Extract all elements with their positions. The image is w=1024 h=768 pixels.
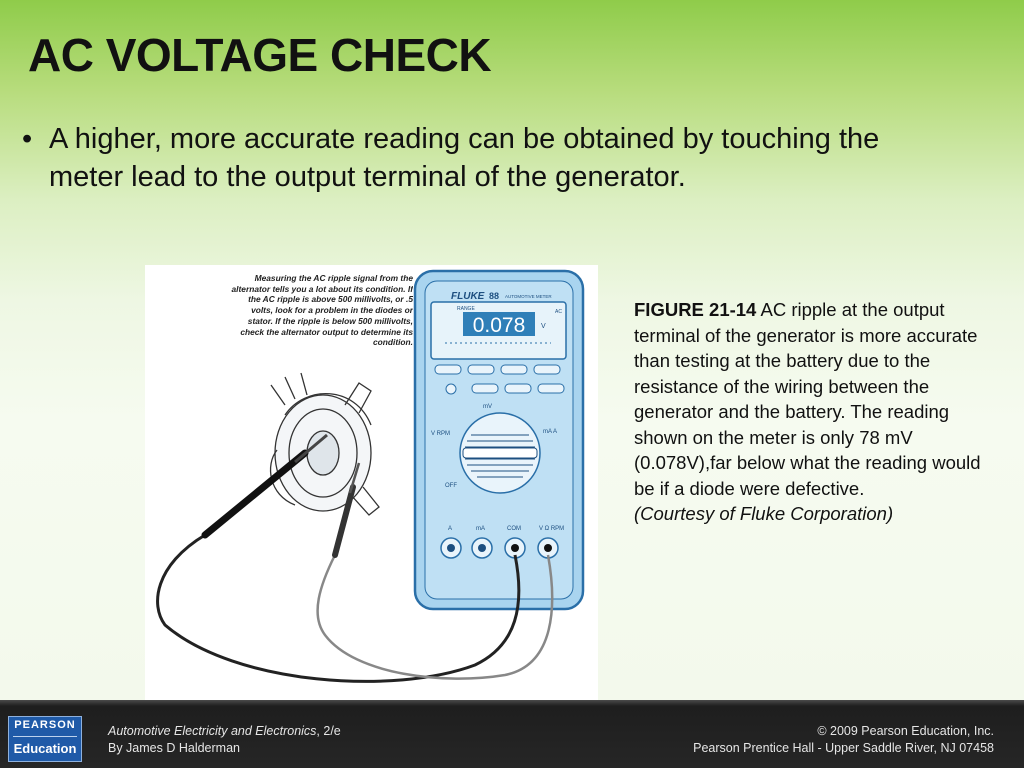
copyright-text: © 2009 Pearson Education, Inc.	[817, 724, 994, 738]
book-author: By James D Halderman	[108, 741, 240, 755]
jack-label-v: V Ω RPM	[539, 526, 565, 532]
bullet-marker: •	[22, 123, 33, 155]
bullet-point	[22, 120, 882, 196]
jack-label-a: A	[448, 526, 453, 532]
inset-note: Measuring the AC ripple signal from the alternator tells you a lot about its condition. If the AC ripple is above 500 millivolts, or .5 volts, look for a problem in the diodes or stator. If the ripple is below 500 millivolts, check the alternator output to determine its condition.	[231, 273, 413, 348]
slide-title: AC VOLTAGE CHECK	[28, 29, 492, 81]
publisher-text: Pearson Prentice Hall - Upper Saddle River, NJ 07458	[693, 741, 994, 755]
dial-label-rpm: V RPM	[431, 431, 451, 437]
bullet-text: A higher, more accurate reading can be obtained by touching the meter lead to the output terminal of the generator.	[49, 123, 880, 193]
multimeter	[415, 271, 583, 609]
footer-copyright	[693, 723, 994, 757]
logo-top-text: PEARSON	[14, 719, 76, 731]
dial-label-mv: mV	[483, 404, 492, 410]
figure-caption	[634, 297, 1006, 527]
generator-illustration	[271, 373, 379, 515]
meter-unit: V	[541, 323, 546, 330]
range-label: RANGE	[457, 306, 475, 312]
courtesy-line: (Courtesy of Fluke Corporation)	[634, 503, 894, 524]
meter-reading: 0.078	[472, 314, 526, 337]
figure-image	[145, 265, 598, 701]
logo-bottom-text: Education	[13, 741, 77, 756]
meter-brand: FLUKE	[451, 291, 485, 302]
multimeter-illustration	[145, 265, 598, 701]
dial-label-off: OFF	[445, 483, 457, 489]
jack-label-com: COM	[507, 526, 521, 532]
figure-label: FIGURE 21-14	[634, 299, 757, 320]
pearson-logo	[8, 716, 82, 762]
meter-subtitle: AUTOMOTIVE METER	[505, 294, 552, 299]
ac-label: AC	[555, 309, 562, 315]
book-title: Automotive Electricity and Electronics	[108, 724, 317, 738]
dial-label-ma: mA A	[543, 429, 558, 435]
jack-label-ma: mA	[476, 526, 485, 532]
caption-text: AC ripple at the output terminal of the generator is more accurate than testing at the battery due to the resistance of the wiring between the generator and the battery. The reading shown on the meter is only 78 mV (0.078V),far below what the reading would be if a diode were defective.	[634, 299, 981, 499]
meter-model: 88	[489, 291, 500, 301]
footer-book-info	[108, 723, 341, 757]
book-edition: , 2/e	[316, 724, 341, 738]
